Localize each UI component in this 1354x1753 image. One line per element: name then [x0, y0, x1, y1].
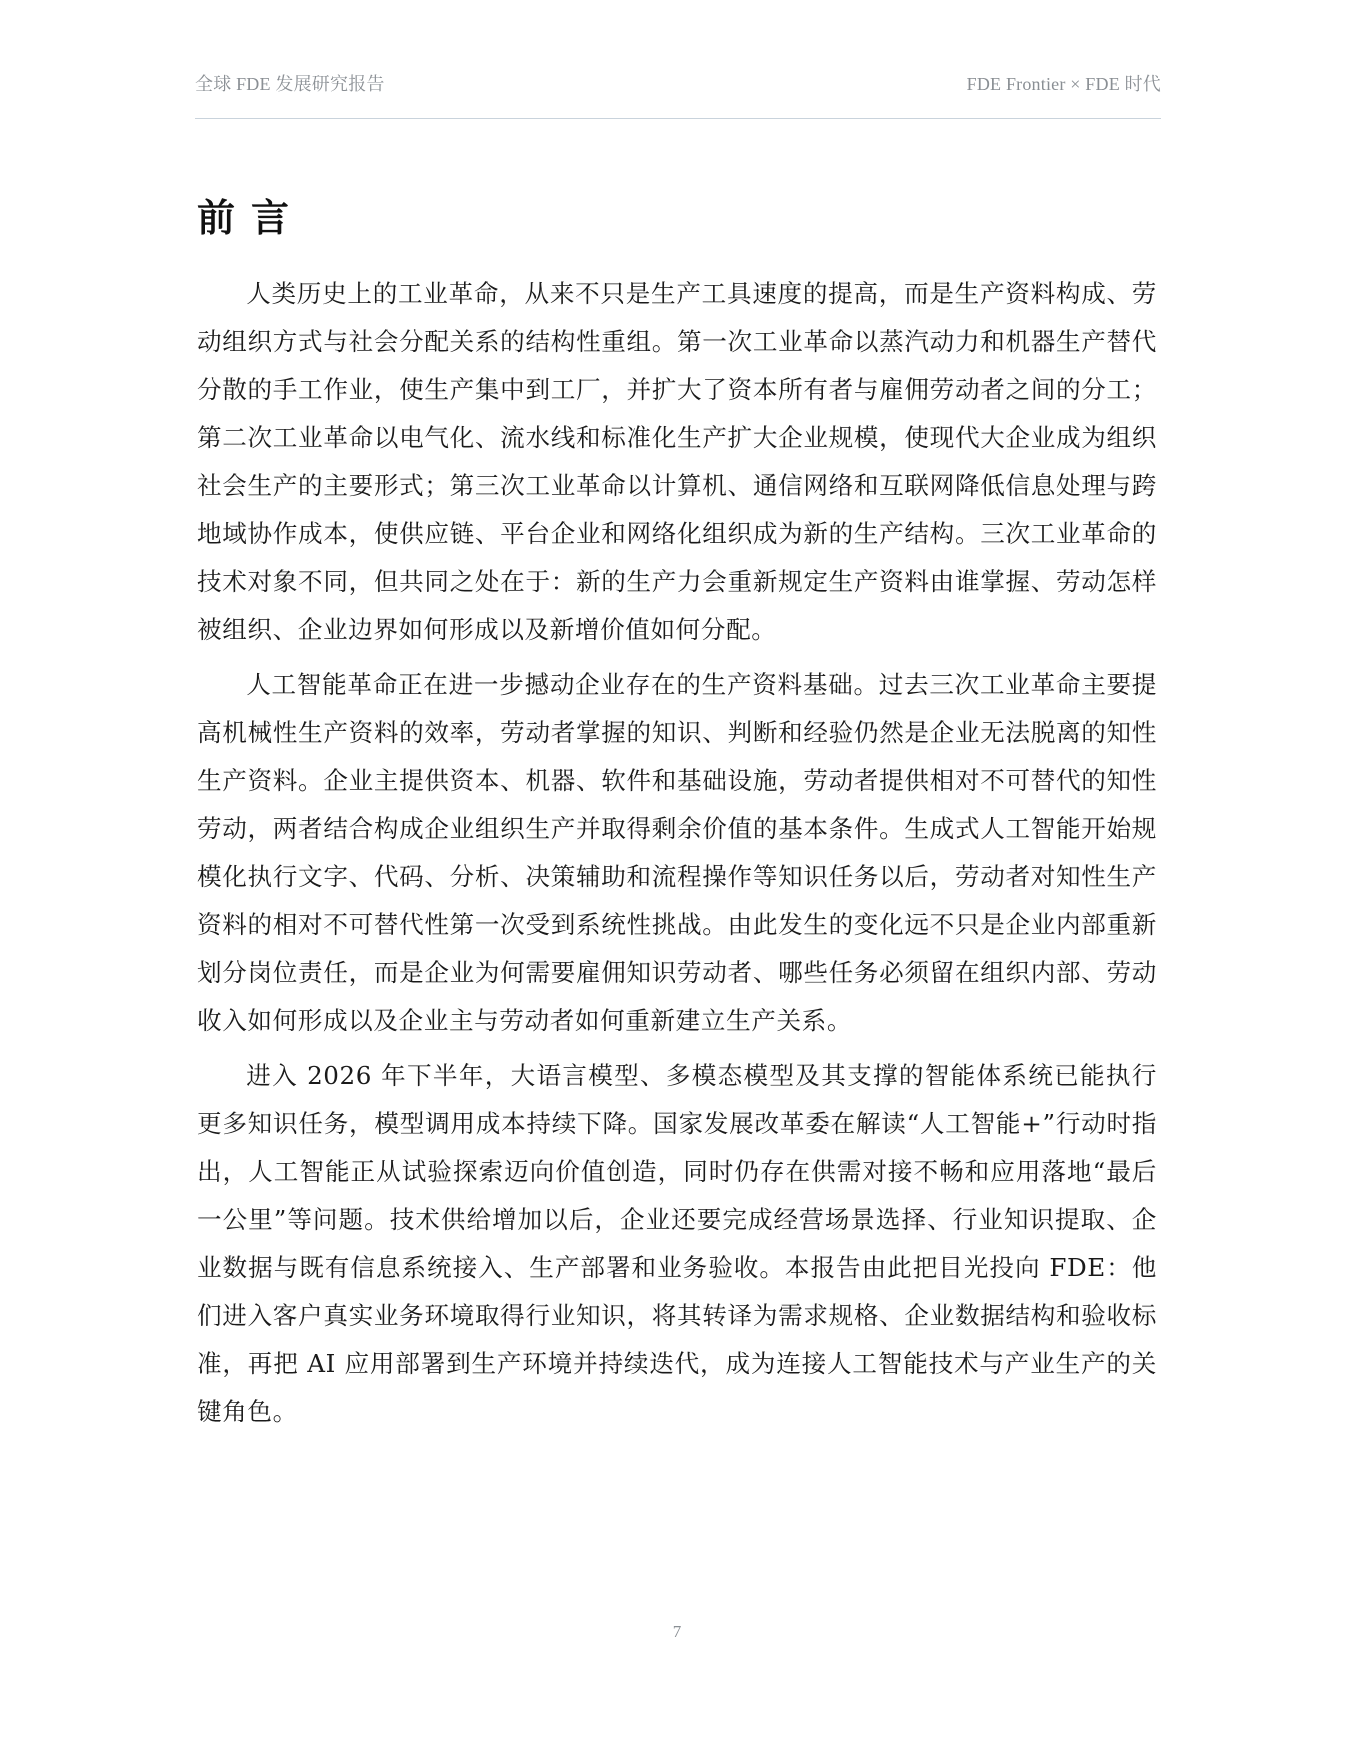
header-publisher: FDE Frontier × FDE 时代: [966, 74, 1161, 94]
paragraph-2: 人工智能革命正在进一步撼动企业存在的生产资料基础。过去三次工业革命主要提高机械性生产资料的效率，劳动者掌握的知识、判断和经验仍然是企业无法脱离的知性生产资料。企业主提供资本、机器、软件和基础设施，劳动者提供相对不可替代的知性劳动，两者结合构成企业组织生产并取得剩余价值的基本条件。生成式人工智能开始规模化执行文字、代码、分析、决策辅助和流程操作等知识任务以后，劳动者对知性生产资料的相对不可替代性第一次受到系统性挑战。由此发生的变化远不只是企业内部重新划分岗位责任，而是企业为何需要雇佣知识劳动者、哪些任务必须留在组织内部、劳动收入如何形成以及企业主与劳动者如何重新建立生产关系。: [197, 670, 1157, 1035]
body-text: [197, 270, 1157, 1443]
section-title: 前言: [197, 196, 306, 240]
header-report-title: 全球 FDE 发展研究报告: [195, 74, 385, 94]
paragraph-1: 人类历史上的工业革命，从来不只是生产工具速度的提高，而是生产资料构成、劳动组织方式与社会分配关系的结构性重组。第一次工业革命以蒸汽动力和机器生产替代分散的手工作业，使生产集中到工厂，并扩大了资本所有者与雇佣劳动者之间的分工；第二次工业革命以电气化、流水线和标准化生产扩大企业规模，使现代大企业成为组织社会生产的主要形式；第三次工业革命以计算机、通信网络和互联网降低信息处理与跨地域协作成本，使供应链、平台企业和网络化组织成为新的生产结构。三次工业革命的技术对象不同，但共同之处在于：新的生产力会重新规定生产资料由谁掌握、劳动怎样被组织、企业边界如何形成以及新增价值如何分配。: [197, 279, 1157, 644]
paragraph-3: 进入 2026 年下半年，大语言模型、多模态模型及其支撑的智能体系统已能执行更多知识任务，模型调用成本持续下降。国家发展改革委在解读“人工智能+”行动时指出，人工智能正从试验探索迈向价值创造，同时仍存在供需对接不畅和应用落地“最后一公里”等问题。技术供给增加以后，企业还要完成经营场景选择、行业知识提取、企业数据与既有信息系统接入、生产部署和业务验收。本报告由此把目光投向 FDE：他们进入客户真实业务环境取得行业知识，将其转译为需求规格、企业数据结构和验收标准，再把 AI 应用部署到生产环境并持续迭代，成为连接人工智能技术与产业生产的关键角色。: [197, 1061, 1157, 1426]
page-header: [195, 70, 1161, 119]
page-number: 7: [672, 1622, 682, 1641]
